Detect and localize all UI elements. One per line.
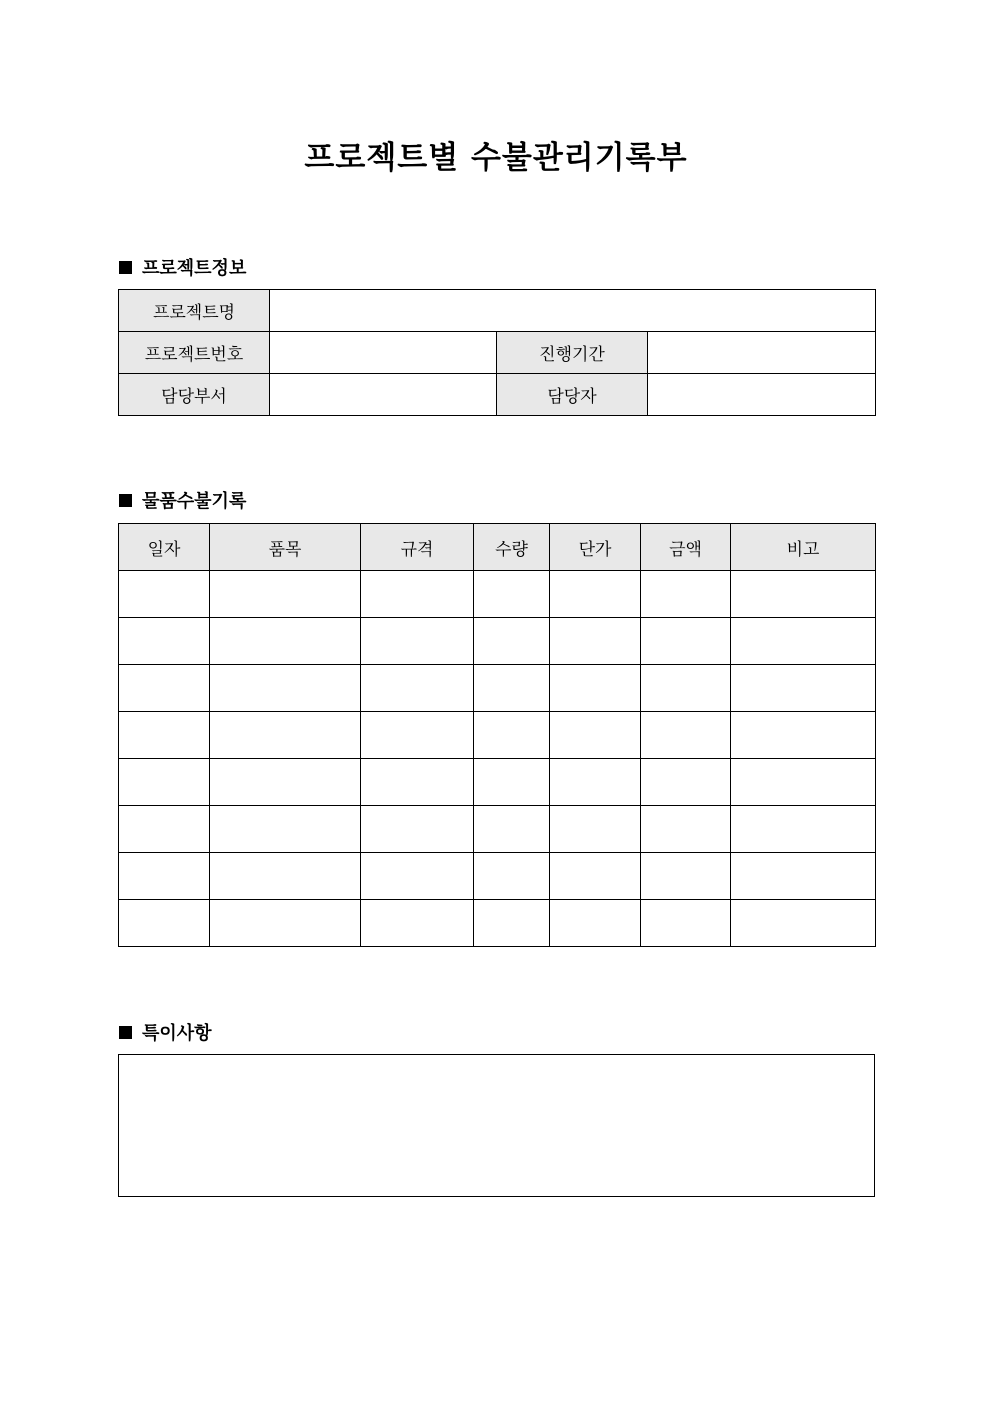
- amount-cell[interactable]: [641, 900, 731, 947]
- item-cell[interactable]: [210, 712, 361, 759]
- table-row: [119, 665, 876, 712]
- period-field[interactable]: [648, 332, 876, 374]
- amount-cell[interactable]: [641, 618, 731, 665]
- spec-cell[interactable]: [361, 665, 474, 712]
- table-row: [119, 332, 876, 374]
- unit-price-cell[interactable]: [550, 759, 641, 806]
- spec-cell[interactable]: [361, 712, 474, 759]
- notes-heading: [119, 1019, 212, 1045]
- project-info-table: [118, 289, 876, 416]
- unit-price-cell[interactable]: [550, 853, 641, 900]
- quantity-cell[interactable]: [474, 759, 550, 806]
- table-row: [119, 806, 876, 853]
- spec-cell[interactable]: [361, 806, 474, 853]
- item-cell[interactable]: [210, 759, 361, 806]
- column-header-date: 일자: [119, 524, 210, 571]
- project-number-label: 프로젝트번호: [119, 332, 270, 374]
- records-heading-label: 물품수불기록: [142, 491, 247, 512]
- amount-cell[interactable]: [641, 853, 731, 900]
- remarks-cell[interactable]: [731, 806, 876, 853]
- quantity-cell[interactable]: [474, 665, 550, 712]
- amount-cell[interactable]: [641, 759, 731, 806]
- department-label: 담당부서: [119, 374, 270, 416]
- remarks-cell[interactable]: [731, 618, 876, 665]
- notes-heading-label: 특이사항: [142, 1023, 212, 1044]
- amount-cell[interactable]: [641, 806, 731, 853]
- table-row: [119, 900, 876, 947]
- unit-price-cell[interactable]: [550, 806, 641, 853]
- column-header-unit-price: 단가: [550, 524, 641, 571]
- project-info-heading-label: 프로젝트정보: [142, 258, 247, 279]
- item-cell[interactable]: [210, 618, 361, 665]
- item-cell[interactable]: [210, 665, 361, 712]
- project-name-label: 프로젝트명: [119, 290, 270, 332]
- remarks-cell[interactable]: [731, 759, 876, 806]
- square-bullet-icon: [119, 1026, 132, 1039]
- table-row: [119, 290, 876, 332]
- table-row: [119, 712, 876, 759]
- date-cell[interactable]: [119, 900, 210, 947]
- remarks-cell[interactable]: [731, 571, 876, 618]
- date-cell[interactable]: [119, 853, 210, 900]
- table-row: [119, 618, 876, 665]
- item-cell[interactable]: [210, 900, 361, 947]
- department-field[interactable]: [270, 374, 497, 416]
- spec-cell[interactable]: [361, 853, 474, 900]
- quantity-cell[interactable]: [474, 571, 550, 618]
- unit-price-cell[interactable]: [550, 571, 641, 618]
- project-number-field[interactable]: [270, 332, 497, 374]
- date-cell[interactable]: [119, 759, 210, 806]
- item-cell[interactable]: [210, 853, 361, 900]
- spec-cell[interactable]: [361, 618, 474, 665]
- square-bullet-icon: [119, 494, 132, 507]
- unit-price-cell[interactable]: [550, 618, 641, 665]
- unit-price-cell[interactable]: [550, 665, 641, 712]
- manager-label: 담당자: [497, 374, 648, 416]
- manager-field[interactable]: [648, 374, 876, 416]
- date-cell[interactable]: [119, 806, 210, 853]
- notes-field[interactable]: [118, 1054, 875, 1197]
- quantity-cell[interactable]: [474, 712, 550, 759]
- table-row: [119, 853, 876, 900]
- date-cell[interactable]: [119, 571, 210, 618]
- project-info-heading: [119, 254, 246, 280]
- amount-cell[interactable]: [641, 665, 731, 712]
- column-header-remarks: 비고: [731, 524, 876, 571]
- page-title: 프로젝트별 수불관리기록부: [304, 140, 688, 176]
- column-header-item: 품목: [210, 524, 361, 571]
- records-heading: [119, 487, 246, 513]
- records-table: [118, 523, 876, 947]
- quantity-cell[interactable]: [474, 618, 550, 665]
- project-name-field[interactable]: [270, 290, 876, 332]
- remarks-cell[interactable]: [731, 853, 876, 900]
- table-row: [119, 374, 876, 416]
- remarks-cell[interactable]: [731, 712, 876, 759]
- date-cell[interactable]: [119, 665, 210, 712]
- table-row: [119, 571, 876, 618]
- spec-cell[interactable]: [361, 900, 474, 947]
- item-cell[interactable]: [210, 806, 361, 853]
- spec-cell[interactable]: [361, 571, 474, 618]
- remarks-cell[interactable]: [731, 665, 876, 712]
- date-cell[interactable]: [119, 712, 210, 759]
- quantity-cell[interactable]: [474, 806, 550, 853]
- item-cell[interactable]: [210, 571, 361, 618]
- remarks-cell[interactable]: [731, 900, 876, 947]
- table-header-row: [119, 524, 876, 571]
- period-label: 진행기간: [497, 332, 648, 374]
- column-header-quantity: 수량: [474, 524, 550, 571]
- amount-cell[interactable]: [641, 571, 731, 618]
- spec-cell[interactable]: [361, 759, 474, 806]
- quantity-cell[interactable]: [474, 900, 550, 947]
- amount-cell[interactable]: [641, 712, 731, 759]
- unit-price-cell[interactable]: [550, 712, 641, 759]
- square-bullet-icon: [119, 261, 132, 274]
- date-cell[interactable]: [119, 618, 210, 665]
- column-header-spec: 규격: [361, 524, 474, 571]
- table-row: [119, 759, 876, 806]
- unit-price-cell[interactable]: [550, 900, 641, 947]
- column-header-amount: 금액: [641, 524, 731, 571]
- quantity-cell[interactable]: [474, 853, 550, 900]
